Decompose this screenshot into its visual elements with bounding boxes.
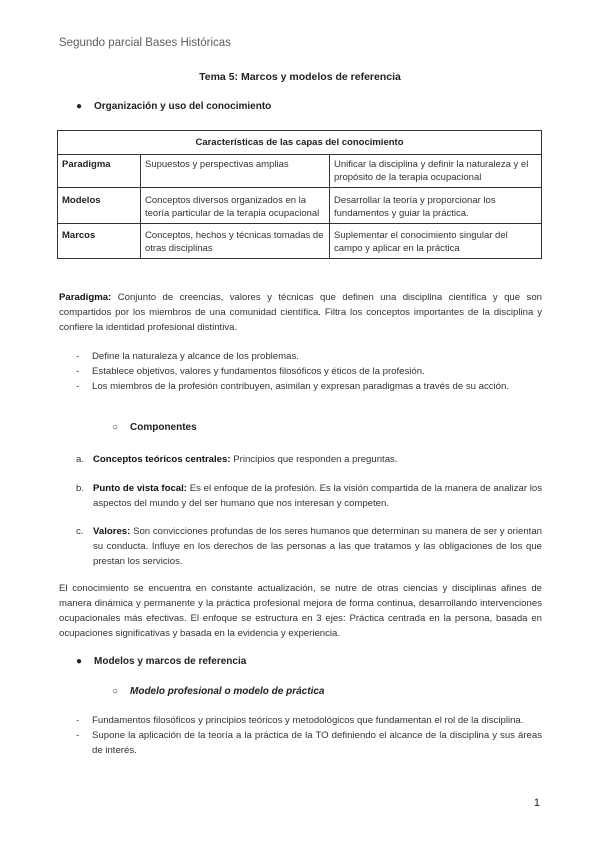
item-marker: b.	[76, 483, 85, 494]
circle-bullet-icon: ○	[112, 422, 119, 433]
row-purpose: Unificar la disciplina y definir la naturaleza y el propósito de la terapia ocupacional	[330, 155, 542, 188]
subheading-label: Componentes	[130, 422, 197, 433]
row-label: Modelos	[58, 188, 141, 224]
list-item: - Supone la aplicación de la teoría a la práctica de la TO definiendo el alcance de la disciplina y sus áreas de interés.	[76, 730, 542, 756]
item-text: Principios que responden a preguntas.	[230, 454, 398, 465]
paradigma-text: Conjunto de creencias, valores y técnicas que definen una disciplina científica y que son compartidos por los miembros de una comunidad científica. Filtra los conceptos importantes de la disciplina y confiere la identidad profesional distintiva.	[59, 292, 542, 333]
component-item-c	[59, 524, 542, 569]
item-marker: a.	[76, 454, 85, 465]
row-label: Marcos	[58, 224, 141, 259]
modelo-list	[59, 713, 542, 758]
table-heading-row	[58, 131, 542, 155]
bullet-organizacion	[76, 101, 271, 112]
list-item: - Define la naturaleza y alcance de los problemas.	[76, 351, 299, 362]
row-purpose: Suplementar el conocimiento singular del campo y aplicar en la práctica	[330, 224, 542, 259]
knowledge-layers-table	[57, 130, 542, 259]
row-label: Paradigma	[58, 155, 141, 188]
page-title: Tema 5: Marcos y modelos de referencia	[199, 71, 401, 83]
table-row	[58, 188, 542, 224]
list-item: - Los miembros de la profesión contribuyen, asimilan y expresan paradigmas a través de su acción.	[76, 381, 510, 392]
paradigma-term: Paradigma:	[59, 292, 112, 303]
paradigma-paragraph	[59, 290, 542, 335]
document-header: Segundo parcial Bases Históricas	[59, 37, 231, 49]
item-text: Son convicciones profundas de los seres humanos que determinan su manera de ser y orientan su conducta. Influye en los derechos de las personas a las que tratamos y las obligaciones de los que prestan los servicios.	[93, 526, 542, 567]
row-description: Supuestos y perspectivas amplias	[141, 155, 330, 188]
table-heading: Características de las capas del conocimiento	[58, 131, 542, 155]
component-item-a	[59, 452, 542, 467]
bullet-label: Organización y uso del conocimiento	[94, 101, 272, 112]
list-item: - Fundamentos filosóficos y principios teóricos y metodológicos que fundamentan el rol de la disciplina.	[76, 715, 524, 726]
subheading-modelo-profesional	[112, 686, 324, 697]
row-purpose: Desarrollar la teoría y proporcionar los fundamentos y guiar la práctica.	[330, 188, 542, 224]
row-description: Conceptos diversos organizados en la teoría particular de la terapia ocupacional	[141, 188, 330, 224]
table-row	[58, 224, 542, 259]
paradigma-list	[59, 349, 542, 394]
item-term: Punto de vista focal:	[93, 483, 187, 494]
item-marker: c.	[76, 526, 84, 537]
subheading-componentes	[112, 422, 197, 433]
subheading-label: Modelo profesional o modelo de práctica	[130, 686, 325, 697]
item-term: Conceptos teóricos centrales:	[93, 454, 231, 465]
bullet-modelos-marcos	[76, 656, 246, 667]
list-item: - Establece objetivos, valores y fundamentos filosóficos y éticos de la profesión.	[76, 366, 425, 377]
table-row	[58, 155, 542, 188]
item-term: Valores:	[93, 526, 131, 537]
conocimiento-paragraph: El conocimiento se encuentra en constante actualización, se nutre de otras ciencias y disciplinas afines de manera dinámica y permanente y la práctica profesional mejora de forma continua, desarrollando intervenciones ocupacionales más efectivas. El enfoque se estructura en 3 ejes: Práctica centrada en la persona, basada en ocupaciones significativas y basada en la evidencia y experiencia.	[59, 583, 542, 639]
bullet-label: Modelos y marcos de referencia	[94, 656, 247, 667]
circle-bullet-icon: ○	[112, 686, 119, 697]
item-text: Es el enfoque de la profesión. Es la visión compartida de la manera de analizar los aspectos del mundo y del ser humano que nos interesan y competen.	[93, 483, 543, 509]
bullet-dot-icon: ●	[76, 656, 83, 667]
page-number: 1	[533, 797, 540, 809]
row-description: Conceptos, hechos y técnicas tomadas de otras disciplinas	[141, 224, 330, 259]
bullet-dot-icon: ●	[76, 101, 83, 112]
component-item-b	[59, 481, 542, 511]
